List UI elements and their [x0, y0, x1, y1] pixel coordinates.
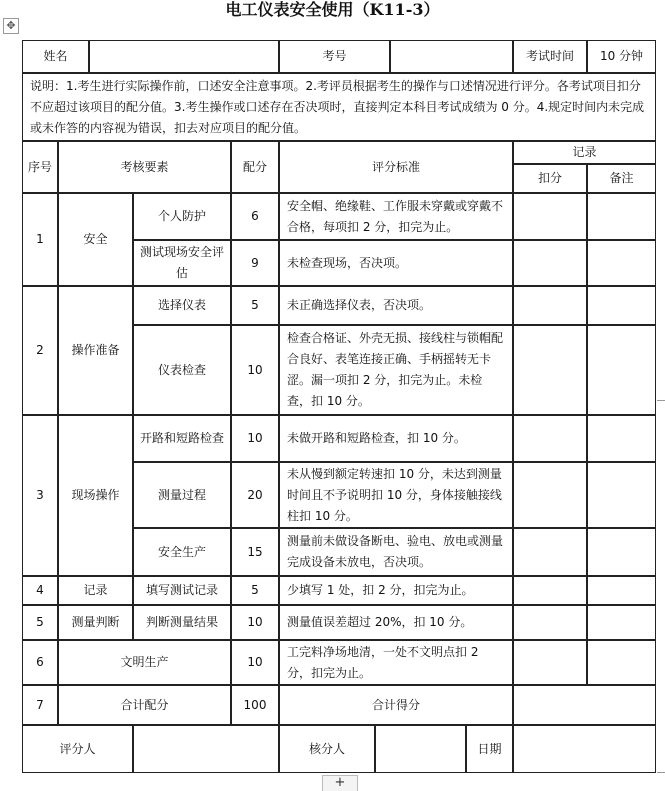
remark-field[interactable]	[587, 528, 656, 576]
remark-field[interactable]	[587, 325, 656, 415]
checker-label-text: 核分人	[308, 741, 345, 756]
total-no-text: 7	[36, 697, 44, 712]
section-element	[58, 193, 133, 286]
item-criteria-text: 安全帽、绝缘鞋、工作服未穿戴或穿戴不合格，每项扣 2 分，扣完为止。	[287, 198, 504, 234]
item-score	[231, 325, 279, 415]
item-criteria	[279, 286, 513, 325]
item-criteria-text: 测量前未做设备断电、验电、放电或测量完成设备未放电，否决项。	[287, 534, 504, 569]
item-criteria-text: 未正确选择仪表，否决项。	[287, 298, 432, 312]
item-criteria-text: 检查合格证、外壳无损、接线柱与锁帽配合良好、表笔连接正确、手柄摇转无卡涩。漏一项扣 2 分，扣完为止。未检查，扣 10 分。	[287, 331, 504, 408]
item-name	[133, 462, 231, 528]
total-result-label-text: 合计得分	[371, 697, 420, 712]
total-no	[22, 685, 58, 725]
item-score	[231, 286, 279, 325]
item-name	[133, 605, 231, 640]
section-element	[58, 640, 231, 685]
section-no-text: 4	[36, 583, 44, 597]
column-header-element	[58, 141, 231, 193]
table-move-handle-icon[interactable]: ✥	[3, 18, 19, 34]
item-criteria-text: 工完料净场地清，一处不文明点扣 2 分，扣完为止。	[287, 644, 479, 680]
item-score-text: 9	[251, 255, 259, 270]
column-header-remark-text: 备注	[609, 171, 634, 185]
total-label-text: 合计配分	[120, 697, 169, 712]
item-score	[231, 193, 279, 240]
remark-field[interactable]	[587, 576, 656, 605]
item-score-text: 10	[247, 615, 263, 629]
name-value-field[interactable]	[89, 40, 279, 73]
date-label	[466, 725, 513, 773]
scorer-label	[22, 725, 133, 773]
column-header-criteria-text: 评分标准	[371, 159, 420, 174]
section-element-text: 安全	[83, 232, 108, 246]
item-score-text: 15	[247, 544, 263, 559]
section-element-text: 记录	[83, 583, 108, 597]
item-criteria-text: 少填写 1 处，扣 2 分，扣完为止。	[287, 583, 474, 597]
item-score-text: 6	[251, 209, 259, 223]
item-name	[133, 325, 231, 415]
section-no-text: 1	[36, 232, 44, 246]
item-score-text: 5	[251, 583, 259, 597]
item-score-text: 20	[247, 487, 263, 502]
item-criteria	[279, 605, 513, 640]
item-score	[231, 528, 279, 576]
item-name	[133, 286, 231, 325]
item-score-text: 5	[251, 298, 259, 312]
section-no-text: 5	[36, 615, 44, 629]
item-name	[133, 193, 231, 240]
deduct-field[interactable]	[513, 286, 587, 325]
item-score	[231, 576, 279, 605]
column-header-record	[513, 141, 656, 164]
total-label	[58, 685, 231, 725]
item-criteria	[279, 325, 513, 415]
item-score-text: 10	[247, 431, 263, 445]
deduct-field[interactable]	[513, 240, 587, 286]
date-label-text: 日期	[477, 741, 502, 756]
column-header-criteria	[279, 141, 513, 193]
deduct-field[interactable]	[513, 415, 587, 462]
section-element-text: 现场操作	[71, 488, 120, 502]
exam-time-value-text: 10 分钟	[599, 49, 644, 63]
item-name-text: 测试现场安全评估	[139, 245, 224, 280]
column-header-score-text: 配分	[242, 159, 267, 174]
date-field[interactable]	[513, 725, 656, 773]
item-criteria-text: 未检查现场，否决项。	[287, 255, 408, 270]
item-name	[133, 528, 231, 576]
remark-field[interactable]	[587, 462, 656, 528]
remark-field[interactable]	[587, 286, 656, 325]
name-label	[22, 40, 89, 73]
item-score-text: 10	[247, 362, 263, 377]
deduct-field[interactable]	[513, 193, 587, 240]
name-label-text: 姓名	[43, 49, 68, 63]
document-title: 电工仪表安全使用（K11-3）	[225, 0, 440, 19]
column-header-no-text: 序号	[27, 159, 52, 174]
deduct-field[interactable]	[513, 640, 587, 685]
item-score	[231, 462, 279, 528]
item-name-text: 测量过程	[157, 487, 206, 502]
section-no	[22, 640, 58, 685]
item-criteria	[279, 462, 513, 528]
exam-no-value-field[interactable]	[390, 40, 513, 73]
item-criteria-text: 测量值误差超过 20%，扣 10 分。	[287, 615, 473, 629]
item-name-text: 选择仪表	[157, 298, 206, 312]
remark-field[interactable]	[587, 415, 656, 462]
section-element	[58, 415, 133, 576]
column-header-deduct	[513, 164, 587, 193]
item-name	[133, 415, 231, 462]
deduct-field[interactable]	[513, 462, 587, 528]
column-header-no	[22, 141, 58, 193]
item-score	[231, 240, 279, 286]
item-name-text: 个人防护	[157, 209, 206, 223]
remark-field[interactable]	[587, 240, 656, 286]
section-no-text: 2	[36, 343, 44, 357]
deduct-field[interactable]	[513, 605, 587, 640]
item-name-text: 判断测量结果	[145, 615, 218, 629]
section-element-text: 操作准备	[71, 343, 120, 357]
item-criteria-text: 未做开路和短路检查，扣 10 分。	[287, 431, 466, 445]
column-header-score	[231, 141, 279, 193]
item-criteria	[279, 528, 513, 576]
item-score	[231, 640, 279, 685]
column-header-element-text: 考核要素	[120, 159, 169, 174]
item-criteria	[279, 415, 513, 462]
exam-time-value	[587, 40, 656, 73]
exam-no-label	[279, 40, 390, 73]
deduct-field[interactable]	[513, 528, 587, 576]
column-header-remark	[587, 164, 656, 193]
section-no-text: 6	[36, 655, 44, 669]
total-result-label	[279, 685, 513, 725]
column-header-record-text: 记录	[572, 145, 597, 159]
section-no	[22, 193, 58, 286]
section-element	[58, 576, 133, 605]
exam-no-label-text: 考号	[322, 49, 347, 63]
item-name	[133, 576, 231, 605]
item-criteria	[279, 193, 513, 240]
scorer-label-text: 评分人	[59, 741, 96, 756]
item-criteria	[279, 240, 513, 286]
scorer-field[interactable]	[133, 725, 279, 773]
section-no	[22, 415, 58, 576]
section-element	[58, 605, 133, 640]
section-no-text: 3	[36, 488, 44, 502]
total-score	[231, 685, 279, 725]
total-score-text: 100	[243, 697, 267, 712]
item-criteria	[279, 640, 513, 685]
remark-field[interactable]	[587, 605, 656, 640]
remark-field[interactable]	[587, 193, 656, 240]
deduct-field[interactable]	[513, 576, 587, 605]
item-name-text: 开路和短路检查	[139, 431, 224, 445]
checker-field[interactable]	[375, 725, 466, 773]
remark-field[interactable]	[587, 640, 656, 685]
column-header-deduct-text: 扣分	[537, 171, 562, 185]
exam-time-label	[513, 40, 587, 73]
section-element	[58, 286, 133, 415]
item-criteria-text: 未从慢到额定转速扣 10 分，未达到测量时间且不予说明扣 10 分，身体接触接线柱扣 10 分。	[287, 466, 502, 523]
item-criteria	[279, 576, 513, 605]
item-score	[231, 605, 279, 640]
exam-time-label-text: 考试时间	[525, 49, 574, 63]
checker-label	[279, 725, 375, 773]
add-row-button[interactable]: +	[322, 775, 358, 791]
section-no	[22, 286, 58, 415]
item-name	[133, 240, 231, 286]
instructions-note: 说明：1.考生进行实际操作前，口述安全注意事项。2.考评员根据考生的操作与口述情况进行评分。各考试项目扣分不应超过该项目的配分值。3.考生操作或口述存在否决项时，直接判定本科目考试成绩为 0 分。4.规定时间内未完成或未作答的内容视为错误，扣去对应项目的配分值。	[22, 73, 656, 141]
total-result-field[interactable]	[513, 685, 656, 725]
section-element-text: 测量判断	[71, 615, 120, 629]
item-name-text: 仪表检查	[157, 362, 206, 377]
item-name-text: 填写测试记录	[145, 583, 218, 597]
item-score	[231, 415, 279, 462]
section-no	[22, 576, 58, 605]
section-no	[22, 605, 58, 640]
section-element-text: 文明生产	[120, 655, 169, 669]
deduct-field[interactable]	[513, 325, 587, 415]
item-score-text: 10	[247, 655, 263, 669]
item-name-text: 安全生产	[157, 544, 206, 559]
